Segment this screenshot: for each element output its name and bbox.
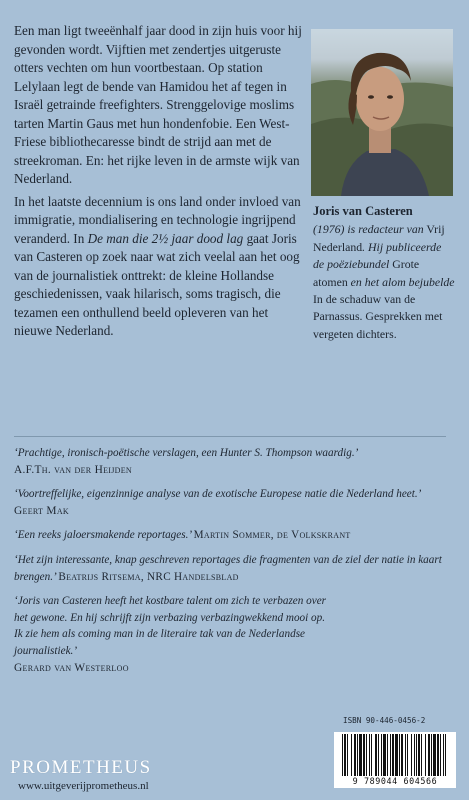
barcode	[340, 734, 450, 776]
review-source-2: Geert Mak	[14, 504, 69, 517]
review-quote-3-text: ‘Een reeks jaloersmakende reportages.’	[14, 529, 191, 542]
bio-part-1: (1976) is redacteur van	[313, 222, 424, 237]
blurb-paragraph-1: Een man ligt tweeënhalf jaar dood in zijn huis voor hij gevonden wordt. Vijftien met zendertjes uitgeruste otters vechten om hun voortbestaan. Op station Lelylaan legt de bende van Hamidou het af tegen in Israël getrainde freefighters. Strenggelovige moslims tarten Martin Gaus met hun hondenfobie. Een West-Friese bibliothecaresse bindt de strijd aan met de streekroman. En: het rijke leven in de armste wijk van Nederland.	[14, 23, 302, 186]
author-photo-illustration	[311, 29, 453, 196]
author-name: Joris van Casteren	[313, 204, 413, 218]
author-bio-text	[313, 221, 455, 343]
review-quote-4-text: ‘Het zijn interessante, knap geschreven reportages die fragmenten van de ziel der natie in kaart brengen.’	[14, 553, 442, 583]
bio-part-3: en het alom bejubelde	[347, 274, 455, 289]
isbn-label: ISBN 90-446-0456-2	[343, 716, 426, 725]
review-quote-1: ‘Prachtige, ironisch-poëtische verslagen, een Hunter S. Thompson waardig.’	[14, 447, 359, 459]
isbn-barcode-box	[334, 732, 456, 788]
review-quote-5: ‘Joris van Casteren heeft het kostbare talent om zich te verbazen over het gewone. En hij schrijft zijn verbazing verbazingwekkend mooi op. Ik zie hem als coming man in de literaire tak van de Nederlandse journalistiek.’	[14, 595, 327, 657]
publisher-url: www.uitgeverijprometheus.nl	[18, 780, 149, 792]
review-quote-4	[14, 552, 454, 585]
reviews-divider	[14, 436, 446, 437]
review-source-1: A.F.Th. van der Heijden	[14, 463, 133, 476]
barcode-number: 9 789044 604566	[352, 776, 438, 786]
bio-end: .	[393, 326, 397, 341]
author-bio	[313, 203, 455, 343]
review-source-3: Martin Sommer, de Volkskrant	[193, 529, 351, 542]
review-source-5: Gerard van Westerloo	[14, 661, 129, 674]
review-quote-2: ‘Voortreffelijke, eigenzinnige analyse van de exotische Europese natie die Nederland heet.’	[14, 488, 422, 501]
review-source-4: Beatrijs Ritsema, NRC Handelsblad	[58, 570, 239, 583]
blurb-paragraph-2	[14, 193, 302, 341]
reviews	[14, 436, 454, 684]
blurb-p2-end: gaat Joris van Casteren op zoek naar wat zich veelal aan het oog van de journalistiek onttrekt: de kleine Hollandse geschiedenissen, vaak hilarisch, soms tragisch, die tezamen een onthullend beeld opleveren van het nieuwe Nederland.	[14, 230, 300, 338]
bio-second-title: In de schaduw van de Parnassus. Gesprekken met vergeten dichters	[313, 292, 443, 341]
bio-magazine: Vrij Nederland	[313, 222, 445, 254]
review-quote-3	[14, 527, 454, 544]
blurb-p2-start: In het laatste decennium is ons land onder invloed van immigratie, mondialisering en technologie ingrijpend veranderd. In	[14, 193, 301, 246]
author-photo	[311, 29, 453, 196]
bio-part-2: . Hij publiceerde de poëziebundel	[313, 239, 442, 272]
publisher-logo: PROMETHEUS	[10, 757, 152, 778]
book-title: De man die 2½ jaar dood lag	[87, 230, 244, 246]
blurb	[14, 22, 302, 345]
bio-debut-title: Grote atomen	[313, 257, 420, 289]
